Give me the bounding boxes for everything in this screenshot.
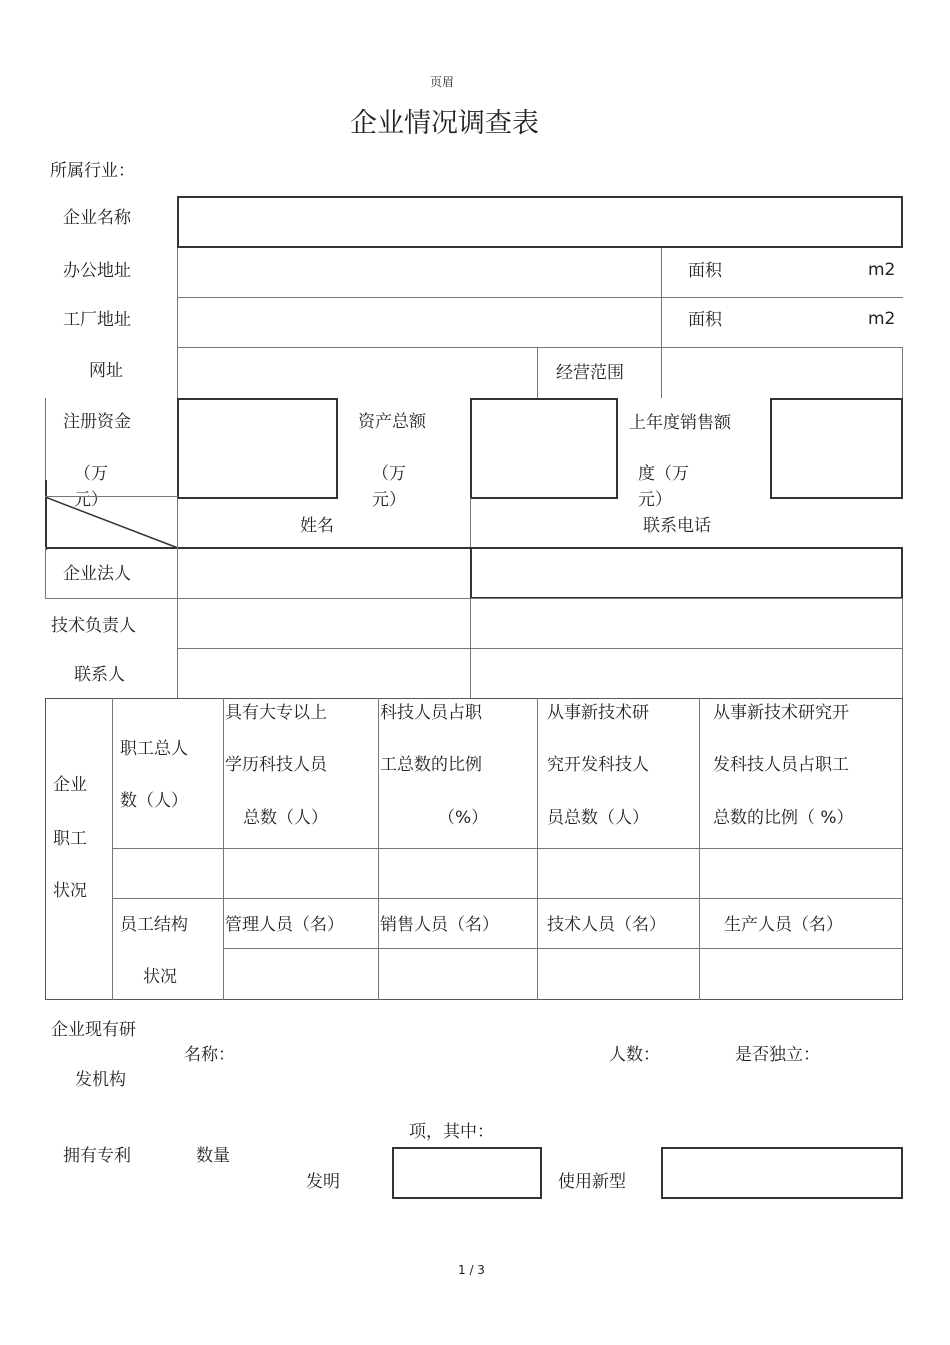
college-staff-header-1: 具有大专以上 xyxy=(225,703,327,723)
company-name-field[interactable] xyxy=(177,196,903,248)
sales-label-1: 上年度销售额 xyxy=(629,413,731,433)
total-staff-input[interactable] xyxy=(113,849,222,897)
rnd-name-label: 名称： xyxy=(184,1045,235,1065)
rnd-staff-header-3: 员总数（人） xyxy=(547,808,649,828)
page-header: 页眉 xyxy=(430,75,455,89)
registered-capital-field[interactable] xyxy=(177,398,338,499)
legal-rep-name-field[interactable] xyxy=(178,549,469,597)
page-title: 企业情况调查表 xyxy=(350,108,539,139)
patent-items-label: 项，其中： xyxy=(409,1122,494,1142)
tech-ratio-header-1: 科技人员占职 xyxy=(380,703,482,723)
college-staff-header-3: 总数（人） xyxy=(243,808,328,828)
rnd-label-2: 发机构 xyxy=(75,1070,126,1090)
total-assets-label-3: 元） xyxy=(372,490,406,510)
factory-area-label: 面积 xyxy=(688,310,722,330)
company-name-label: 企业名称 xyxy=(63,208,131,228)
staff-section-label-2: 职工 xyxy=(53,829,87,849)
tech-ratio-input[interactable] xyxy=(379,849,536,897)
utility-model-label: 使用新型 xyxy=(558,1172,626,1192)
sales-label-3: 元） xyxy=(638,490,672,510)
staff-structure-label-2: 状况 xyxy=(143,967,177,987)
website-field[interactable] xyxy=(178,348,536,397)
office-area-unit: m2 xyxy=(868,260,896,280)
staff-section-label-3: 状况 xyxy=(53,881,87,901)
production-staff-header: 生产人员（名） xyxy=(724,915,843,935)
production-staff-input[interactable] xyxy=(700,949,902,999)
college-staff-header-2: 学历科技人员 xyxy=(225,755,327,775)
rnd-independent-label: 是否独立： xyxy=(735,1045,820,1065)
factory-address-label: 工厂地址 xyxy=(63,310,131,330)
rnd-ratio-header-2: 发科技人员占职工 xyxy=(713,755,849,775)
website-label: 网址 xyxy=(89,361,123,381)
legal-rep-phone-field[interactable] xyxy=(470,547,903,599)
tech-lead-label: 技术负责人 xyxy=(51,616,136,636)
technical-staff-header: 技术人员（名） xyxy=(547,915,666,935)
total-assets-label-2: （万 xyxy=(372,464,406,484)
registered-capital-label-1: 注册资金 xyxy=(63,412,131,432)
rnd-staff-input[interactable] xyxy=(538,849,698,897)
industry-label: 所属行业： xyxy=(50,161,135,181)
invention-label: 发明 xyxy=(306,1172,340,1192)
college-staff-input[interactable] xyxy=(224,849,377,897)
rnd-ratio-input[interactable] xyxy=(700,849,902,897)
total-assets-field[interactable] xyxy=(470,398,618,499)
management-staff-header: 管理人员（名） xyxy=(225,915,344,935)
registered-capital-label-3: 元） xyxy=(74,490,108,510)
invention-count-field[interactable] xyxy=(392,1147,542,1199)
management-staff-input[interactable] xyxy=(224,949,377,999)
rnd-label-1: 企业现有研 xyxy=(51,1020,136,1040)
business-scope-label: 经营范围 xyxy=(556,363,624,383)
factory-address-field[interactable] xyxy=(178,298,660,346)
office-address-label: 办公地址 xyxy=(63,261,131,281)
tech-lead-phone-field[interactable] xyxy=(471,599,901,647)
office-area-label: 面积 xyxy=(688,261,722,281)
total-staff-header-2: 数（人） xyxy=(120,791,188,811)
rnd-ratio-header-1: 从事新技术研究开 xyxy=(713,703,849,723)
staff-structure-label-1: 员工结构 xyxy=(120,915,188,935)
page-number: 1 / 3 xyxy=(458,1263,485,1277)
factory-area-unit: m2 xyxy=(868,309,896,329)
tech-ratio-header-3: （%） xyxy=(438,808,489,828)
sales-staff-input[interactable] xyxy=(379,949,536,999)
tech-ratio-header-2: 工总数的比例 xyxy=(380,755,482,775)
rnd-staff-header-2: 究开发科技人 xyxy=(547,755,649,775)
name-column-header: 姓名 xyxy=(300,516,334,536)
office-address-field[interactable] xyxy=(178,249,660,296)
patent-label: 拥有专利 xyxy=(63,1146,131,1166)
total-staff-header-1: 职工总人 xyxy=(120,739,188,759)
phone-column-header: 联系电话 xyxy=(643,516,711,536)
sales-label-2: 度（万 xyxy=(638,464,689,484)
last-year-sales-field[interactable] xyxy=(770,398,903,499)
business-scope-field[interactable] xyxy=(662,348,901,397)
staff-section-label-1: 企业 xyxy=(53,775,87,795)
contact-phone-field[interactable] xyxy=(471,649,901,697)
rnd-ratio-header-3: 总数的比例（ %） xyxy=(713,808,854,828)
tech-lead-name-field[interactable] xyxy=(178,599,469,647)
contact-name-field[interactable] xyxy=(178,649,469,697)
contact-label: 联系人 xyxy=(74,665,125,685)
utility-model-count-field[interactable] xyxy=(661,1147,903,1199)
sales-staff-header: 销售人员（名） xyxy=(380,915,499,935)
technical-staff-input[interactable] xyxy=(538,949,698,999)
patent-quantity-label: 数量 xyxy=(196,1146,230,1166)
rnd-count-label: 人数： xyxy=(609,1045,660,1065)
total-assets-label-1: 资产总额 xyxy=(358,412,426,432)
legal-rep-label: 企业法人 xyxy=(63,564,131,584)
registered-capital-label-2: （万 xyxy=(74,464,108,484)
rnd-staff-header-1: 从事新技术研 xyxy=(547,703,649,723)
diagonal-header-cell xyxy=(45,480,179,552)
